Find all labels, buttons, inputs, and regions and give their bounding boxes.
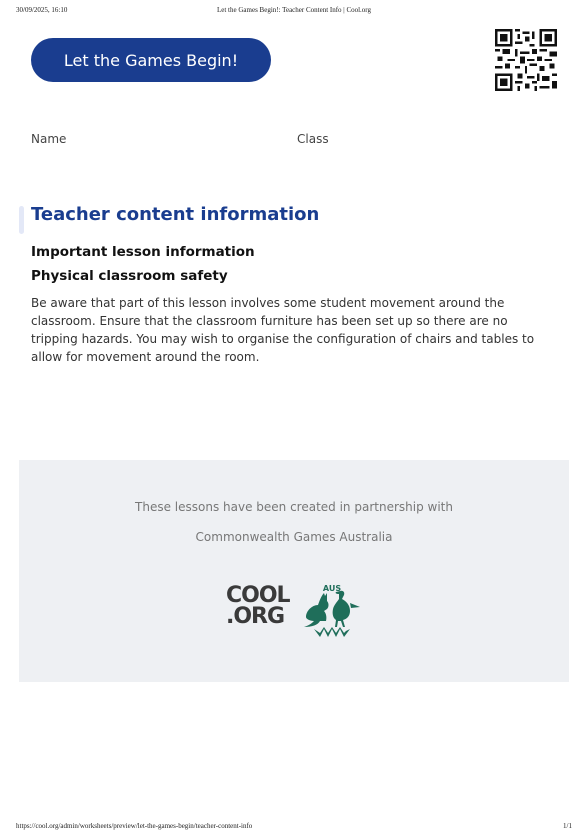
partnership-text: These lessons have been created in partnership with (135, 500, 453, 514)
class-field-label: Class (297, 132, 329, 146)
commonwealth-games-australia-logo (300, 581, 364, 637)
cool-org-logo (226, 585, 288, 631)
partnership-panel (19, 460, 569, 682)
partner-name: Commonwealth Games Australia (195, 530, 393, 544)
aus-logo-text: AUS (322, 584, 342, 593)
name-field-label: Name (31, 132, 67, 146)
subheading-important-info: Important lesson information (31, 244, 255, 260)
section-title: Teacher content information (31, 204, 320, 225)
worksheet-title-pill[interactable]: Let the Games Begin! (31, 38, 271, 82)
print-url: https://cool.org/admin/worksheets/preview/let-the-games-begin/teacher-content-info (16, 822, 253, 830)
print-page-number: 1/1 (563, 822, 572, 830)
cool-logo-line2: .ORG (226, 604, 285, 629)
print-datetime: 30/09/2025, 16:10 (16, 6, 68, 14)
body-paragraph: Be aware that part of this lesson involves some student movement around the classroom. Ensure that the classroom furniture has been set up so there are no tripping hazards. You may wish to organise the configuration of chairs and tables to allow for movement around the room. (31, 296, 535, 364)
section-accent-bar (19, 206, 24, 234)
print-footer (0, 822, 588, 832)
cool-logo-line1: COOL (226, 583, 290, 608)
print-header (0, 6, 588, 16)
subheading-classroom-safety: Physical classroom safety (31, 268, 228, 284)
qr-code-icon (495, 29, 557, 91)
print-page-title: Let the Games Begin!: Teacher Content Info | Cool.org (216, 6, 372, 14)
